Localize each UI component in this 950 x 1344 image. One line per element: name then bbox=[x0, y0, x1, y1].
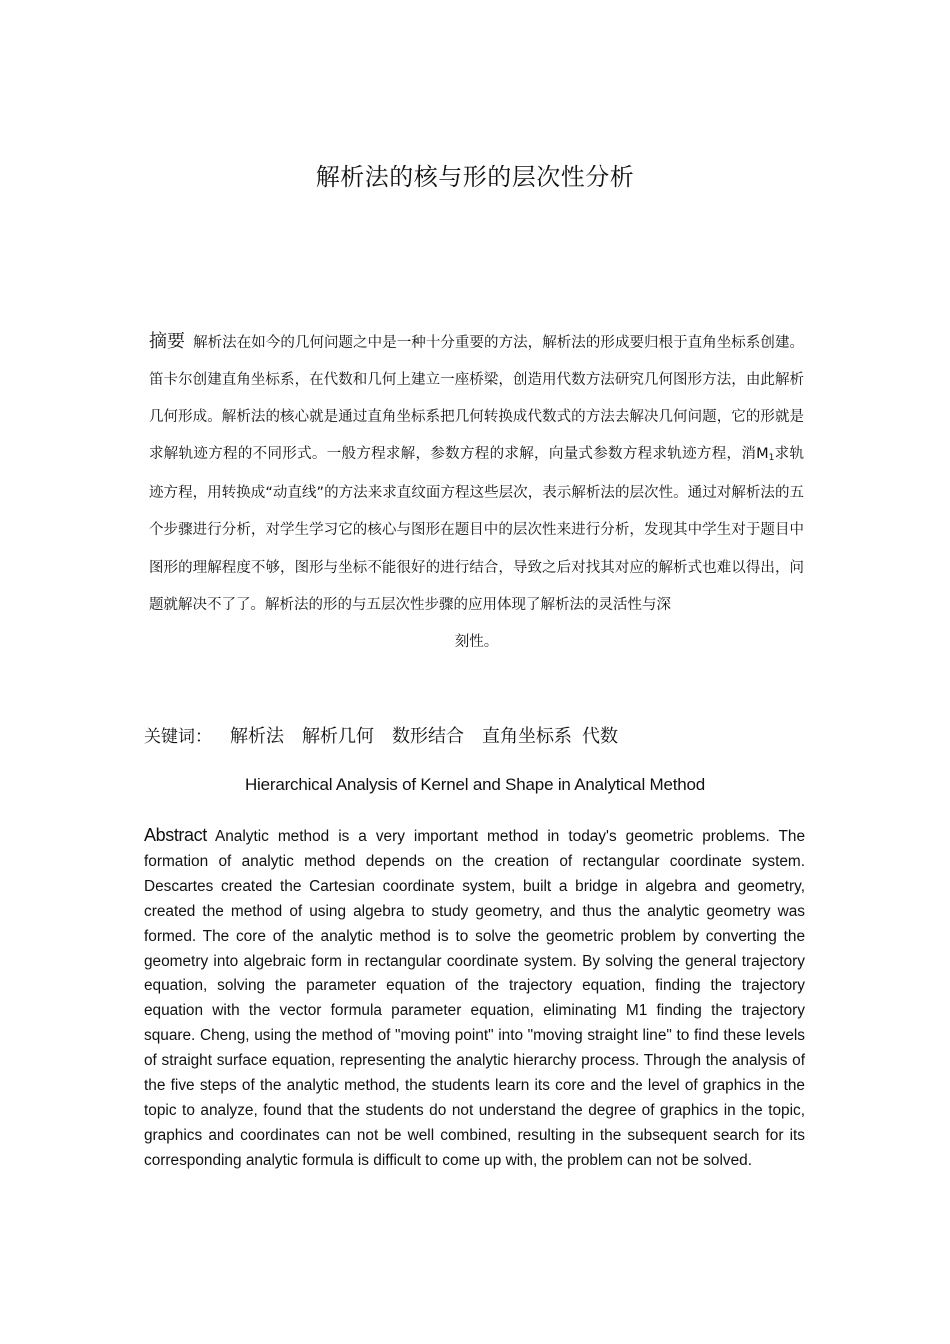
chinese-abstract-text-part2: 求轨迹方程，用转换成“动直线”的方法来求直纹面方程这些层次，表示解析法的层次性。通过对解析法的五个步骤进行分析，对学生学习它的核心与图形在题目中的层次性来进行分析，发现其中学生对于题目中图形的理解程度不够，图形与坐标不能很好的进行结合，导致之后对找其对应的解析式也难以得出，问题就解决不了了。解析法的形的与五层次性步骤的应用体现了解析法的灵活性与深 bbox=[149, 446, 804, 613]
chinese-abstract bbox=[149, 323, 804, 661]
keyword-item: 代数 bbox=[582, 726, 618, 747]
english-abstract-text: Analytic method is a very important method in today's geometric problems. The formation of analytic method depends on the creation of rectangular coordinate system. Descartes created the Cartesian coordinate system, built a bridge in algebra and geometry, created the method of using algebra to study geometry, and thus the analytic geometry was formed. The core of the analytic method is to solve the geometric problem by converting the geometry into algebraic form in rectangular coordinate system. By solving the general trajectory equation, solving the parameter equation of the trajectory equation, finding the trajectory equation with the vector formula parameter equation, eliminating M1 finding the trajectory square. Cheng, using the method of "moving point" into "moving straight line" to find these levels of straight surface equation, representing the analytic hierarchy process. Through the analysis of the five steps of the analytic method, the students learn its core and the level of graphics in the topic to analyze, found that the students do not understand the degree of graphics in the topic, graphics and coordinates can not be well combined, resulting in the subsequent search for its corresponding analytic formula is difficult to come up with, the problem can not be solved. bbox=[144, 828, 806, 1169]
keyword-item: 数形结合 bbox=[392, 726, 464, 747]
subscript-index: 1 bbox=[768, 453, 775, 464]
keyword-item: 直角坐标系 bbox=[482, 726, 572, 747]
chinese-abstract-text-part1: 解析法在如今的几何问题之中是一种十分重要的方法，解析法的形成要归根于直角坐标系创建。笛卡尔创建直角坐标系，在代数和几何上建立一座桥梁，创造用代数方法研究几何图形方法，由此解析几何形成。解析法的核心就是通过直角坐标系把几何转换成代数式的方法去解决几何问题，它的形就是求解轨迹方程的不同形式。一般方程求解，参数方程的求解，向量式参数方程求轨迹方程，消M bbox=[149, 335, 804, 463]
english-title: Hierarchical Analysis of Kernel and Shape in Analytical Method bbox=[244, 775, 706, 794]
chinese-abstract-label: 摘要 bbox=[149, 331, 186, 352]
keyword-item: 解析法 bbox=[230, 726, 284, 747]
keywords-line bbox=[144, 722, 824, 748]
chinese-title: 解析法的核与形的层次性分析 bbox=[315, 163, 635, 191]
english-abstract bbox=[144, 823, 805, 1174]
chinese-abstract-last-line: 刻性。 bbox=[454, 633, 499, 650]
keywords-label: 关键词： bbox=[144, 727, 212, 747]
keyword-item: 解析几何 bbox=[302, 726, 374, 747]
english-abstract-label: Abstract bbox=[144, 825, 207, 845]
